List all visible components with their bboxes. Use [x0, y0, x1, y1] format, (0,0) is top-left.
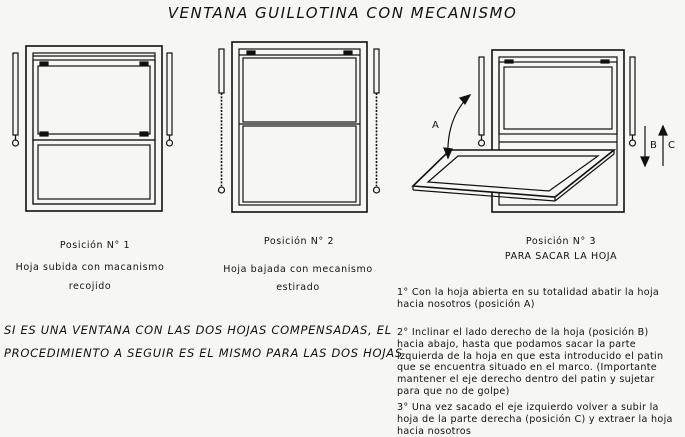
window-position-1 — [13, 46, 173, 211]
step-3: 3° Una vez sacado el eje izquierdo volver a subir la hoja de la parte derecha (posición C) y extraer la hoja hacia nosotros — [397, 402, 673, 437]
window-position-2 — [219, 42, 380, 212]
balance-rod-right — [630, 57, 636, 146]
arrow-b-label: B — [650, 140, 657, 151]
caption-position-1: Posición N° 1 — [59, 240, 131, 251]
arrow-c-label: C — [668, 140, 675, 151]
diagram-title: VENTANA GUILLOTINA CON MECANISMO — [167, 4, 518, 22]
arrow-b — [641, 126, 649, 166]
balance-rod-left — [219, 49, 225, 193]
note-line-2: PROCEDIMIENTO A SEGUIR ES EL MISMO PARA LAS DOS HOJAS — [4, 346, 403, 360]
tilted-sash — [413, 150, 614, 201]
note-line-1: SI ES UNA VENTANA CON LAS DOS HOJAS COMPENSADAS, EL — [4, 323, 392, 337]
arrow-a — [444, 95, 470, 158]
step-1: 1° Con la hoja abierta en su totalidad abatir la hoja hacia nosotros (posición A) — [397, 287, 660, 310]
balance-rod-right — [167, 53, 173, 146]
caption-position-3-desc: PARA SACAR LA HOJA — [504, 251, 618, 262]
balance-rod-right — [374, 49, 380, 193]
caption-position-2: Posición N° 2 — [263, 236, 335, 247]
caption-position-1-desc: Hoja subida con macanismo — [15, 262, 165, 273]
caption-position-3: Posición N° 3 — [525, 236, 597, 247]
step-2: 2° Inclinar el lado derecho de la hoja (posición B) hacia abajo, hasta que podamos sacar la parte izquierda de la hoja en que esta introducido el patin que se encuentra situado en el marco. (Importante mantener el eje derecho dentro del patin y sujetar para que no de golpe) — [397, 327, 664, 397]
arrow-c — [659, 126, 667, 166]
balance-rod-left — [13, 53, 19, 146]
window-position-3 — [413, 50, 667, 212]
caption-position-2-desc: Hoja bajada con mecanismo — [223, 264, 373, 275]
caption-position-2-desc2: estirado — [276, 282, 320, 293]
arrow-a-label: A — [432, 120, 439, 131]
balance-rod-left — [479, 57, 485, 146]
caption-position-1-desc2: recojido — [68, 281, 112, 292]
